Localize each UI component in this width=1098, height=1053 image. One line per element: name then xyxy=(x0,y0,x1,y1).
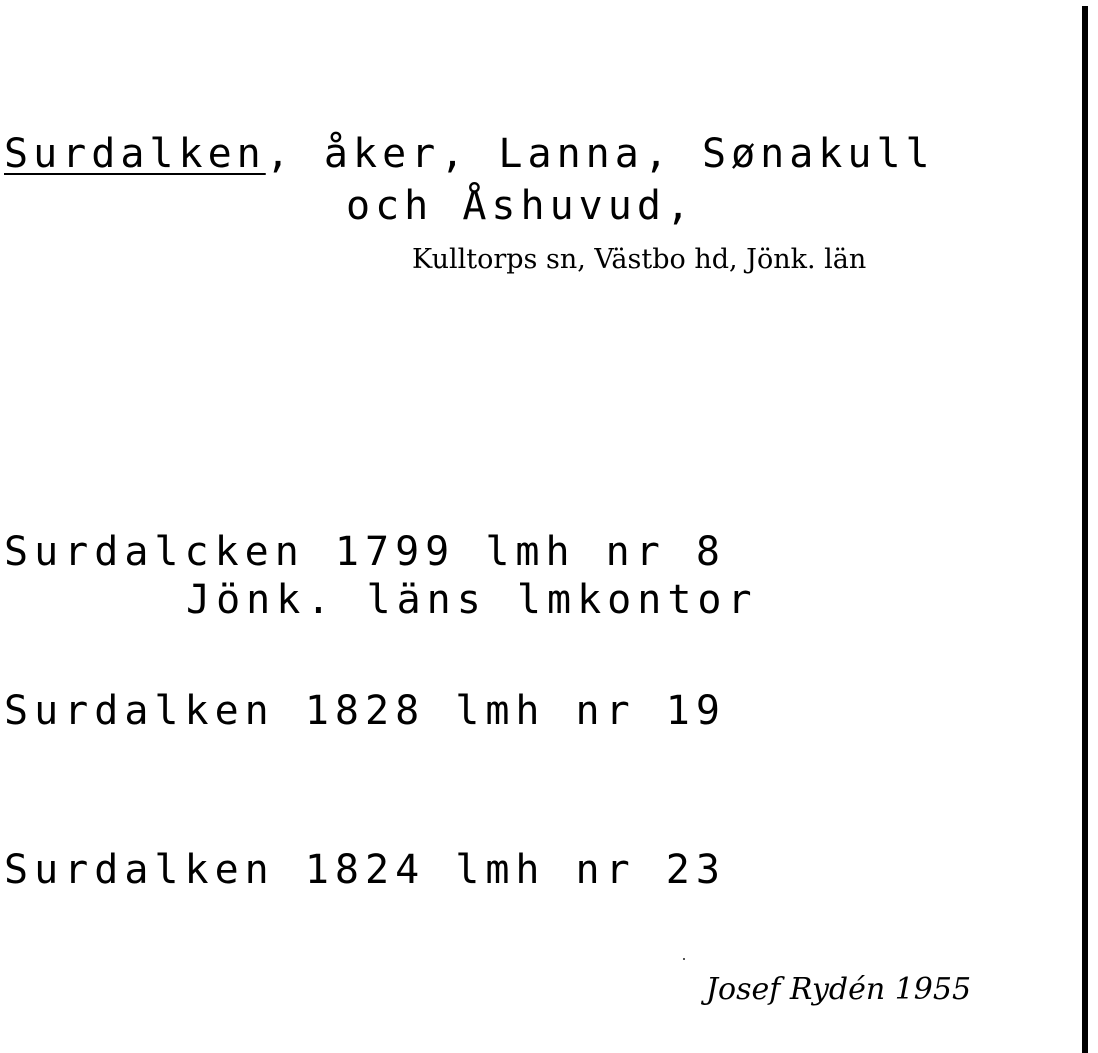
heading-line-2: och Åshuvud, xyxy=(346,183,695,229)
source-entry: Surdalcken 1799 lmh nr 8 xyxy=(4,529,726,575)
signature: Josef Rydén 1955 xyxy=(706,972,972,1007)
source-entry: Surdalken 1828 lmh nr 19 xyxy=(4,688,726,734)
headword: Surdalken xyxy=(4,131,266,177)
heading-rest: , åker, Lanna, Sønakull xyxy=(265,131,935,177)
archive-office: Jönk. läns lmkontor xyxy=(186,577,758,623)
heading-line-1 xyxy=(4,128,935,180)
source-entry: Surdalken 1824 lmh nr 23 xyxy=(4,847,726,893)
card-edge-line xyxy=(1082,6,1088,1053)
location-line: Kulltorps sn, Västbo hd, Jönk. län xyxy=(412,244,867,275)
speck xyxy=(683,958,685,960)
source-list xyxy=(4,420,726,1003)
